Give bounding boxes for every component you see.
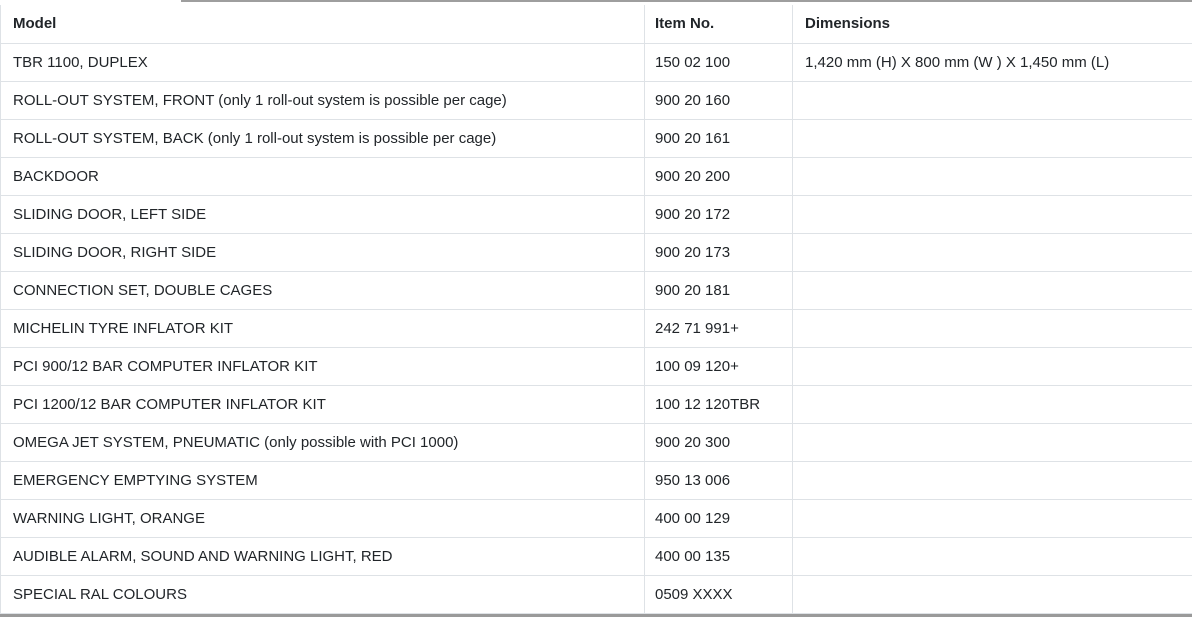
table-row	[1, 461, 1192, 499]
dimensions-cell	[793, 119, 1192, 157]
model-cell: BACKDOOR	[1, 157, 645, 195]
item-no-cell: 0509 XXXX	[645, 575, 793, 613]
column-header-model: Model	[1, 5, 645, 43]
item-no-cell: 950 13 006	[645, 461, 793, 499]
dimensions-cell	[793, 537, 1192, 575]
model-cell: SPECIAL RAL COLOURS	[1, 575, 645, 613]
model-cell: MICHELIN TYRE INFLATOR KIT	[1, 309, 645, 347]
table-row	[1, 271, 1192, 309]
dimensions-cell	[793, 309, 1192, 347]
item-no-cell: 900 20 161	[645, 119, 793, 157]
item-no-cell: 900 20 200	[645, 157, 793, 195]
item-no-cell: 100 09 120+	[645, 347, 793, 385]
table-row	[1, 119, 1192, 157]
model-cell: WARNING LIGHT, ORANGE	[1, 499, 645, 537]
dimensions-cell	[793, 423, 1192, 461]
item-no-cell: 100 12 120TBR	[645, 385, 793, 423]
dimensions-cell: 1,420 mm (H) X 800 mm (W ) X 1,450 mm (L)	[793, 43, 1192, 81]
dimensions-cell	[793, 81, 1192, 119]
table-row	[1, 347, 1192, 385]
dimensions-cell	[793, 233, 1192, 271]
table-row	[1, 43, 1192, 81]
table-row	[1, 157, 1192, 195]
item-no-cell: 150 02 100	[645, 43, 793, 81]
model-cell: OMEGA JET SYSTEM, PNEUMATIC (only possible with PCI 1000)	[1, 423, 645, 461]
model-cell: AUDIBLE ALARM, SOUND AND WARNING LIGHT, RED	[1, 537, 645, 575]
table-header	[1, 5, 1192, 43]
model-cell: ROLL-OUT SYSTEM, FRONT (only 1 roll-out system is possible per cage)	[1, 81, 645, 119]
table-row	[1, 309, 1192, 347]
table-row	[1, 423, 1192, 461]
table-body	[1, 43, 1192, 613]
model-cell: SLIDING DOOR, LEFT SIDE	[1, 195, 645, 233]
top-rule-divider	[181, 0, 1192, 2]
item-no-cell: 242 71 991+	[645, 309, 793, 347]
table-row	[1, 233, 1192, 271]
table-header-row	[1, 5, 1192, 43]
model-cell: CONNECTION SET, DOUBLE CAGES	[1, 271, 645, 309]
table-row	[1, 499, 1192, 537]
item-no-cell: 900 20 300	[645, 423, 793, 461]
table-row	[1, 537, 1192, 575]
dimensions-cell	[793, 385, 1192, 423]
item-no-cell: 900 20 160	[645, 81, 793, 119]
model-cell: PCI 900/12 BAR COMPUTER INFLATOR KIT	[1, 347, 645, 385]
item-no-cell: 900 20 172	[645, 195, 793, 233]
item-no-cell: 400 00 135	[645, 537, 793, 575]
dimensions-cell	[793, 461, 1192, 499]
table-row	[1, 575, 1192, 613]
dimensions-cell	[793, 499, 1192, 537]
dimensions-cell	[793, 195, 1192, 233]
table-row	[1, 195, 1192, 233]
item-no-cell: 400 00 129	[645, 499, 793, 537]
table-row	[1, 385, 1192, 423]
column-header-item-no: Item No.	[645, 5, 793, 43]
table-row	[1, 81, 1192, 119]
item-no-cell: 900 20 173	[645, 233, 793, 271]
item-no-cell: 900 20 181	[645, 271, 793, 309]
model-cell: TBR 1100, DUPLEX	[1, 43, 645, 81]
dimensions-cell	[793, 271, 1192, 309]
column-header-dimensions: Dimensions	[793, 5, 1192, 43]
model-cell: ROLL-OUT SYSTEM, BACK (only 1 roll-out system is possible per cage)	[1, 119, 645, 157]
product-spec-table	[0, 5, 1192, 614]
dimensions-cell	[793, 575, 1192, 613]
model-cell: PCI 1200/12 BAR COMPUTER INFLATOR KIT	[1, 385, 645, 423]
dimensions-cell	[793, 347, 1192, 385]
model-cell: EMERGENCY EMPTYING SYSTEM	[1, 461, 645, 499]
model-cell: SLIDING DOOR, RIGHT SIDE	[1, 233, 645, 271]
dimensions-cell	[793, 157, 1192, 195]
